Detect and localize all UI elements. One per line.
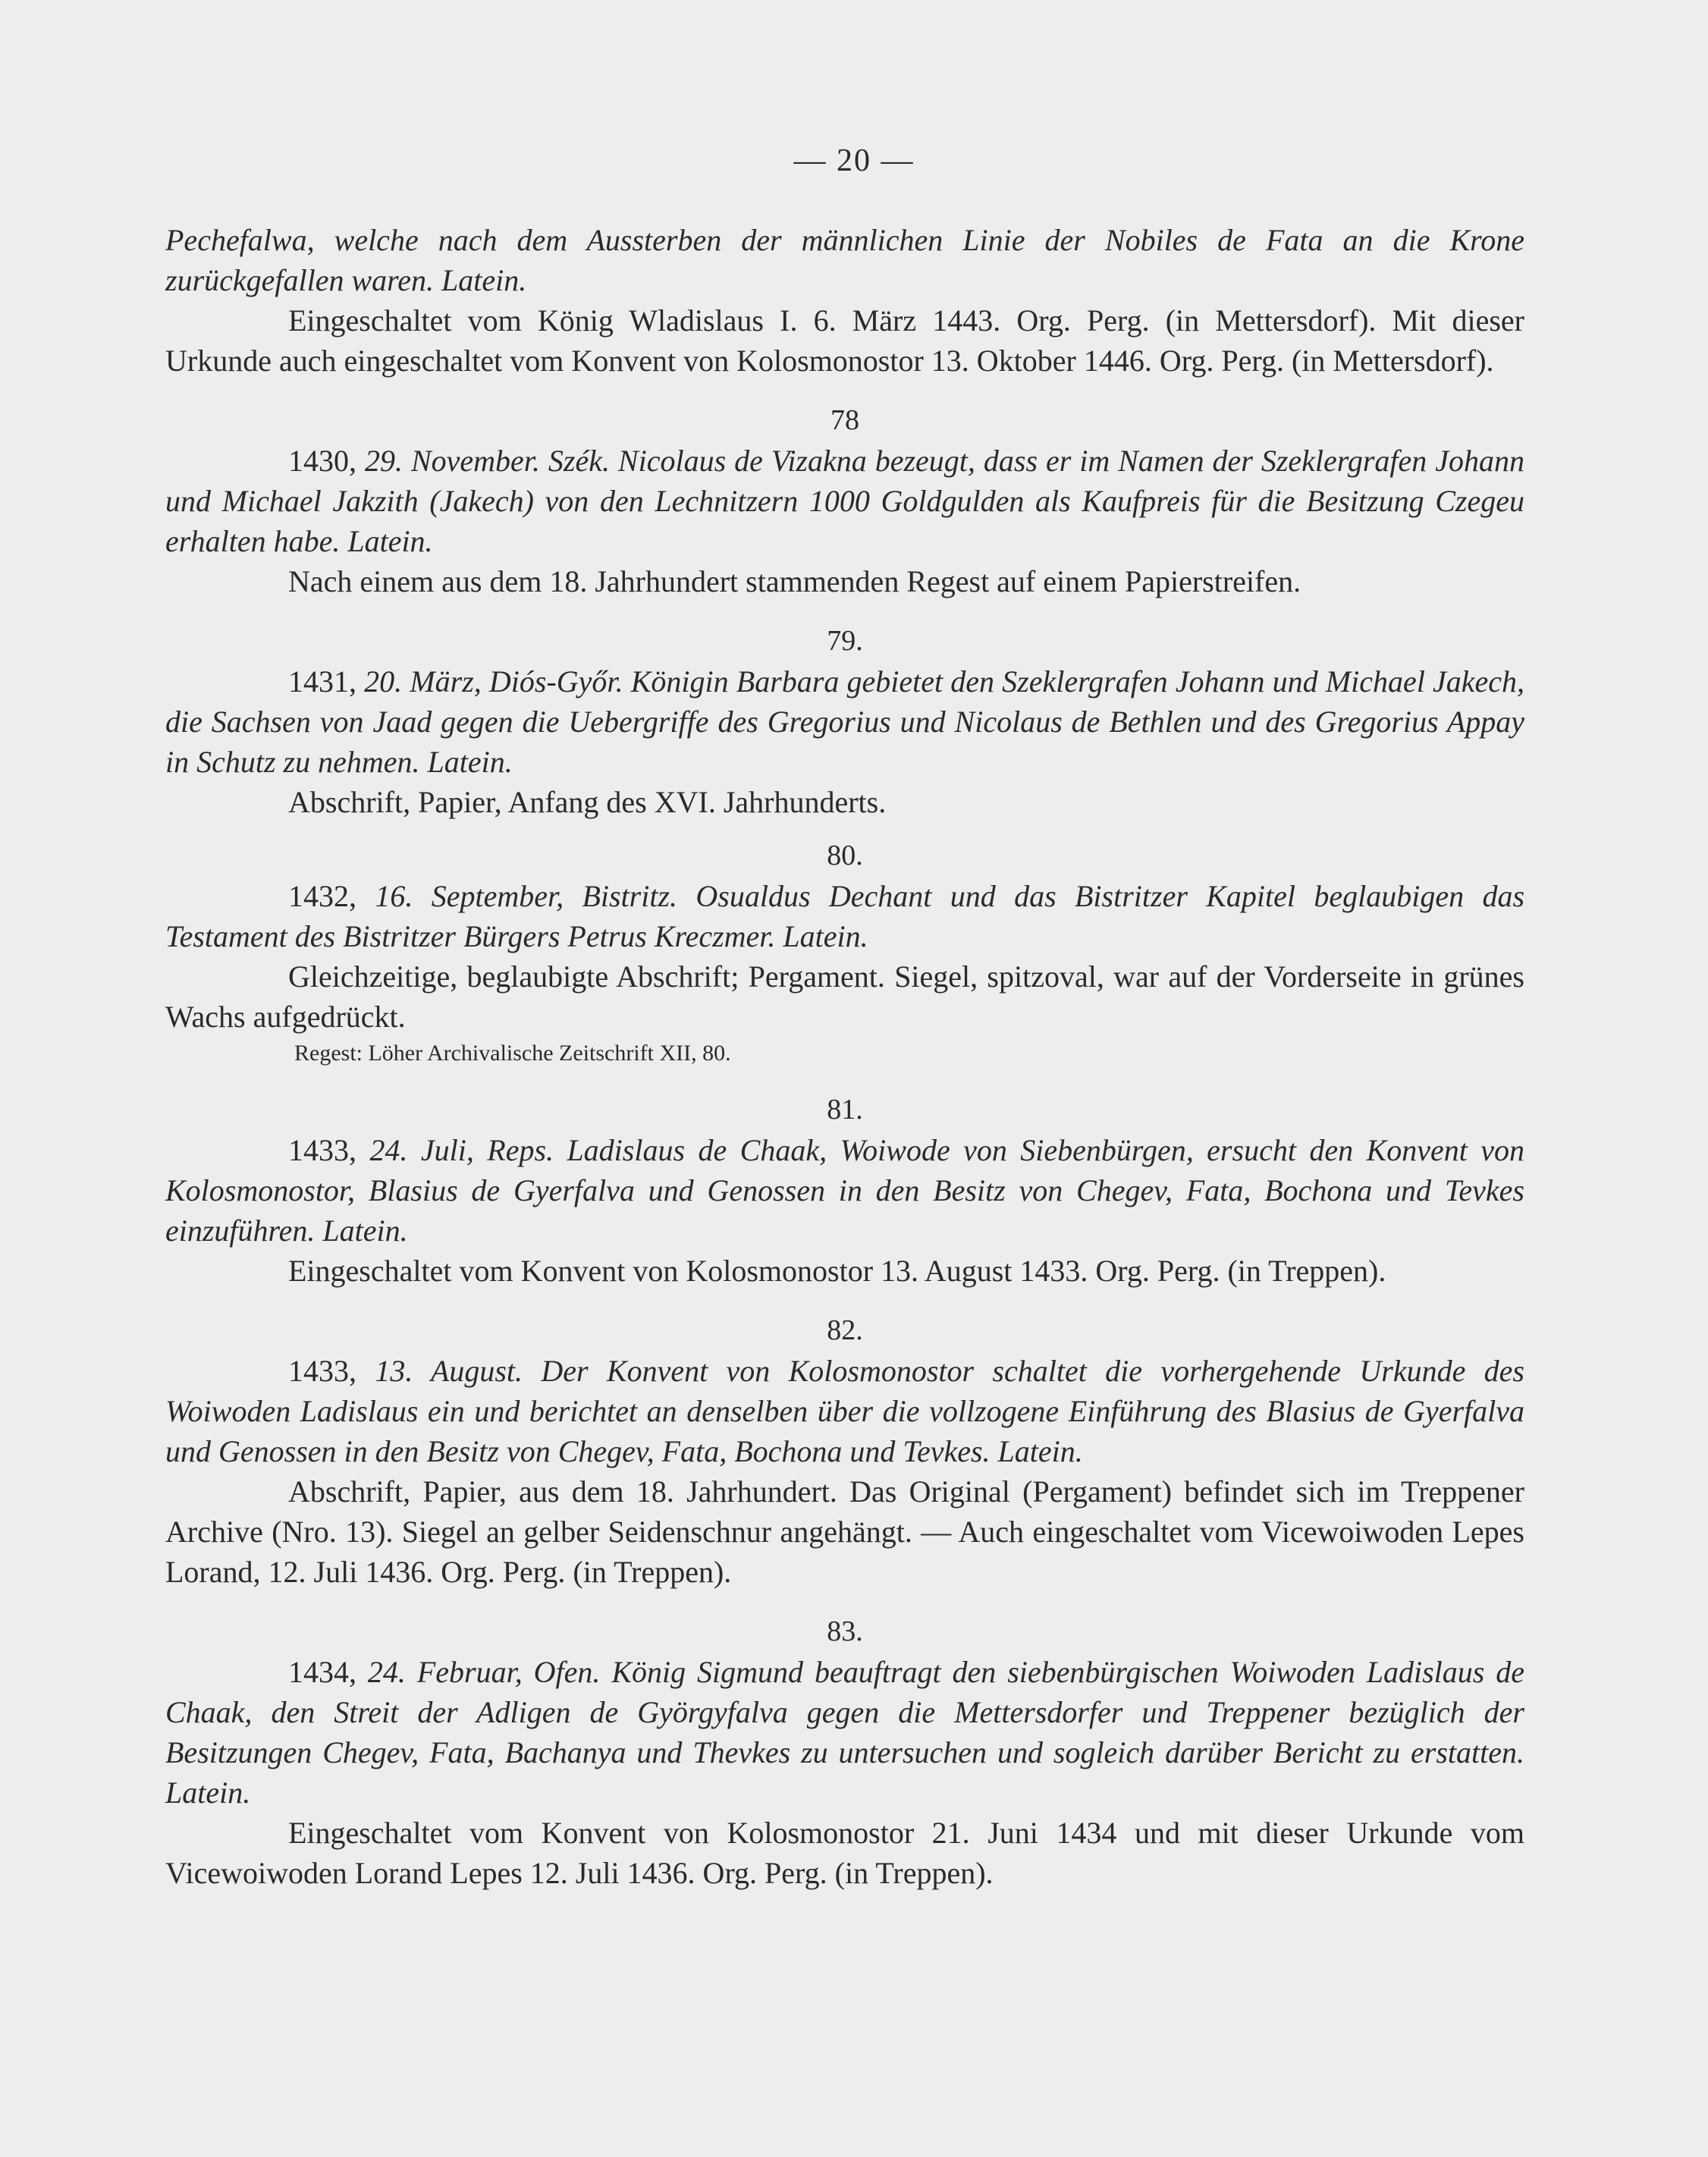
entry-note: Abschrift, Papier, Anfang des XVI. Jahrhunderts.: [288, 785, 887, 819]
entry-text: 24. Juli, Reps. Ladislaus de Chaak, Woiwode von Siebenbürgen, ersucht den Konvent von Kolosmonostor, Blasius de Gyerfalva und Genossen in den Besitz von Chegev, Fata, Bochona und Tevkes einzuführen. Latein.: [165, 1133, 1525, 1248]
entry-year: 1434,: [288, 1655, 356, 1689]
entry-year: 1431,: [288, 664, 356, 699]
entry-81: [165, 1090, 1524, 1291]
entry-80: [165, 836, 1524, 1070]
entry-text: 29. November. Szék. Nicolaus de Vizakna bezeugt, dass er im Namen der Szeklergrafen Johann und Michael Jakzith (Jakech) von den Lechnitzern 1000 Goldgulden als Kaufpreis für die Besitzung Czegeu erhalten habe. Latein.: [165, 444, 1525, 558]
entry-regest: [165, 661, 1524, 782]
entry-year: 1433,: [288, 1354, 356, 1388]
entry-83: [165, 1612, 1524, 1893]
entry-note: Eingeschaltet vom Konvent von Kolosmonostor 21. Juni 1434 und mit dieser Urkunde vom Vicewoiwoden Lorand Lepes 12. Juli 1436. Org. Perg. (in Treppen).: [165, 1816, 1524, 1890]
entry-reference: Regest: Löher Archivalische Zeitschrift XII, 80.: [294, 1041, 731, 1066]
entry-text: 24. Februar, Ofen. König Sigmund beauftragt den siebenbürgischen Woiwoden Ladislaus de Chaak, den Streit der Adligen de Györgyfalva gegen die Mettersdorfer und Treppener bezüglich der Besitzungen Chegev, Fata, Bachanya und Thevkes zu untersuchen und sogleich darüber Bericht zu erstatten. Latein.: [165, 1655, 1524, 1810]
entry-number: 83.: [827, 1615, 863, 1647]
entry-number: 82.: [827, 1314, 863, 1346]
entry-82: [165, 1311, 1524, 1592]
entry-year: 1432,: [288, 879, 356, 913]
entry-regest: [165, 1130, 1524, 1251]
entry-note: Eingeschaltet vom Konvent von Kolosmonostor 13. August 1433. Org. Perg. (in Treppen).: [288, 1254, 1386, 1288]
continuation-text: Pechefalwa, welche nach dem Aussterben der männlichen Linie der Nobiles de Fata an die Krone zurückgefallen waren. Latein.: [165, 223, 1524, 297]
entry-number: 79.: [827, 625, 863, 657]
entry-regest: [165, 1652, 1524, 1813]
entry-text: 13. August. Der Konvent von Kolosmonostor schaltet die vorhergehende Urkunde des Woiwoden Ladislaus ein und berichtet an denselben über die vollzogene Einführung des Blasius de Gyerfalva und Genossen in den Besitz von Chegev, Fata, Bochona und Tevkes. Latein.: [165, 1354, 1524, 1468]
entry-note: Gleichzeitige, beglaubigte Abschrift; Pergament. Siegel, spitzoval, war auf der Vorderseite in grünes Wachs aufgedrückt.: [165, 959, 1524, 1034]
entry-year: 1430,: [288, 444, 356, 478]
entry-regest: [165, 441, 1524, 561]
entry-regest: [165, 876, 1524, 956]
entry-year: 1433,: [288, 1133, 356, 1167]
entry-note: Abschrift, Papier, aus dem 18. Jahrhundert. Das Original (Pergament) befindet sich im Treppener Archive (Nro. 13). Siegel an gelber Seidenschnur angehängt. — Auch eingeschaltet vom Vicewoiwoden Lepes Lorand, 12. Juli 1436. Org. Perg. (in Treppen).: [165, 1474, 1524, 1589]
entry-78: [165, 400, 1524, 601]
page-number: — 20 —: [793, 143, 915, 178]
entry-text: 20. März, Diós-Győr. Königin Barbara gebietet den Szeklergrafen Johann und Michael Jakech, die Sachsen von Jaad gegen die Uebergriffe des Gregorius und Nicolaus de Bethlen und des Gregorius Appay in Schutz zu nehmen. Latein.: [165, 664, 1524, 779]
entry-note: Nach einem aus dem 18. Jahrhundert stammenden Regest auf einem Papierstreifen.: [288, 564, 1301, 598]
entry-regest: [165, 1351, 1524, 1471]
entry-number: 81.: [827, 1094, 863, 1126]
text-body: [165, 220, 1524, 1893]
entry-text: 16. September, Bistritz. Osualdus Dechant und das Bistritzer Kapitel beglaubigen das Testament des Bistritzer Bürgers Petrus Kreczmer. Latein.: [165, 879, 1525, 953]
continuation-note: Eingeschaltet vom König Wladislaus I. 6. März 1443. Org. Perg. (in Mettersdorf). Mit dieser Urkunde auch eingeschaltet vom Konvent von Kolosmonostor 13. Oktober 1446. Org. Perg. (in Mettersdorf).: [165, 303, 1524, 378]
entry-number: 80.: [827, 840, 863, 871]
entry-79: [165, 621, 1524, 822]
entry-number: 78: [830, 404, 859, 436]
